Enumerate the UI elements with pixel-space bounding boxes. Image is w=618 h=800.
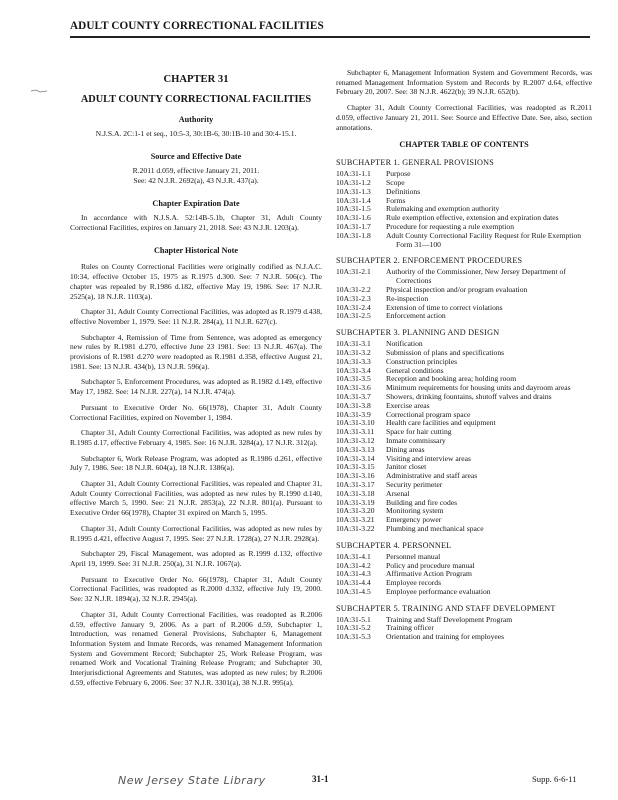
section-title: Administrative and staff areas [386,471,478,481]
toc-entry [336,349,592,358]
section-title: Re-inspection [386,293,429,303]
section-number: 10A:31-3.3 [336,356,371,366]
supplement-date: Supp. 6-6-11 [532,774,577,784]
chapter-title: ADULT COUNTY CORRECTIONAL FACILITIES [80,94,312,105]
section-number: 10A:31-3.2 [336,347,371,357]
section-number: 10A:31-3.22 [336,523,375,533]
section-number: 10A:31-3.4 [336,365,371,375]
history-paragraph: Subchapter 5, Enforcement Procedures, was adopted as R.1982 d.149, effective May 17, 1982. See: 14 N.J.R. 227(a), 14 N.J.R. 474(a). [70,377,322,397]
toc-entry [336,304,592,313]
section-number: 10A:31-3.16 [336,471,375,481]
section-title: Submission of plans and specifications [386,347,505,357]
section-title: Extension of time to correct violations [386,302,503,312]
toc-heading: CHAPTER TABLE OF CONTENTS [399,140,529,150]
toc-entry [336,286,592,295]
section-number: 10A:31-3.15 [336,462,375,472]
toc-entry [336,616,592,625]
subchapter-heading: SUBCHAPTER 4. PERSONNEL [336,540,452,550]
section-title: Reception and booking area; holding room [386,374,517,384]
history-paragraph: Subchapter 4, Remission of Time from Sentence, was adopted as emergency new rules by R.1981 d.270, effective June 23 1981. See: 13 N.J.R. 467(a). The provisions of R.1981 d.270 were readopted as R.1981 d.358, effective August 21, 1981. See: 13 N.J.R. 434(b), 13 N.J.R. 596(a). [70,332,322,371]
subchapter-heading: SUBCHAPTER 5. TRAINING AND STAFF DEVELOPMENT [336,603,556,613]
toc-entry [336,525,592,534]
section-title: Policy and procedure manual [386,560,475,570]
chapter-number: CHAPTER 31 [163,74,229,85]
history-paragraph: Chapter 31, Adult County Correctional Facilities, was repealed and Chapter 31, Adult County Correctional Facilities, was adopted as new rules by R.1990 d.140, effective March 5, 1990. See: 21 N.J.R. 2853(a), 22 N.J.R. 801(a). Pursuant to Executive Order 66(1978), Chapter 31 expired on March 5, 1995. [70,479,322,518]
section-title: Employee records [386,578,442,588]
section-number: 10A:31-3.21 [336,515,375,525]
history-paragraph: Subchapter 29, Fiscal Management, was adopted as R.1999 d.132, effective April 19, 1999. See: 31 N.J.R. 250(a), 31 N.J.R. 1067(a). [70,549,322,568]
section-number: 10A:31-5.1 [336,614,371,624]
section-number: 10A:31-3.9 [336,409,371,419]
toc-entry [336,179,592,188]
subchapter-heading: SUBCHAPTER 1. GENERAL PROVISIONS [336,158,495,168]
section-number: 10A:31-1.5 [336,204,371,214]
toc-entry [336,358,592,367]
section-title: Purpose [386,169,411,179]
section-title: Affirmative Action Program [386,569,472,579]
section-title: Dining areas [386,444,425,454]
section-number: 10A:31-4.1 [336,551,371,561]
history-paragraph: Chapter 31, Adult County Correctional Facilities, was readopted as R.2011 d.059, effective January 21, 2011. See: Source and Effective Date. See, also, section annotations. [336,103,592,132]
section-number: 10A:31-1.3 [336,186,371,196]
section-title: Inmate commissary [386,435,446,445]
section-title: Visiting and interview areas [386,453,471,463]
authority-heading: Authority [178,115,214,124]
section-number: 10A:31-4.5 [336,586,371,596]
section-title: Minimum requirements for housing units and dayroom areas [386,383,571,393]
toc-entry [336,419,592,428]
history-paragraph: Subchapter 6, Work Release Program, was adopted as R.1986 d.261, effective July 7, 1986. See: 18 N.J.R. 604(a), 18 N.J.R. 1386(a). [70,453,322,473]
section-title: Correctional program space [386,409,471,419]
source-heading: Source and Effective Date [150,152,242,161]
section-number: 10A:31-5.3 [336,632,371,642]
toc-entry [336,393,592,402]
section-number: 10A:31-3.19 [336,497,375,507]
expiration-text: In accordance with N.J.S.A. 52:14B-5.1b, Chapter 31, Adult County Correctional Facilities, expires on January 21, 2018. See: 43 N.J.R. 1203(a). [70,213,322,232]
section-title: Notification [386,339,423,349]
section-number: 10A:31-1.4 [336,195,371,205]
section-number: 10A:31-2.4 [336,302,371,312]
section-title: Space for hair cutting [386,427,452,437]
section-title: General conditions [386,365,444,375]
history-paragraph: Chapter 31, Adult County Correctional Facilities, was adopted as R.1979 d.438, effective November 1, 1979. See: 11 N.J.R. 284(a), 11 N.J.R. 627(c). [70,307,322,326]
section-title: Plumbing and mechanical space [386,523,484,533]
section-number: 10A:31-3.6 [336,383,371,393]
section-number: 10A:31-1.8 [336,230,371,240]
toc-entry [336,588,592,597]
section-title: Construction principles [386,356,458,366]
toc-entry [336,232,592,250]
library-stamp: New Jersey State Library [118,774,266,787]
toc-entry [336,633,592,642]
section-title: Employee performance evaluation [386,586,491,596]
section-title: Enforcement action [386,311,446,321]
section-title: Authority of the Commissioner, New Jersey Department of Corrections [386,267,566,286]
section-number: 10A:31-3.11 [336,427,375,437]
section-title: Scope [386,178,405,188]
section-number: 10A:31-3.8 [336,400,371,410]
section-number: 10A:31-4.3 [336,569,371,579]
section-number: 10A:31-3.12 [336,435,375,445]
section-title: Exercise areas [386,400,430,410]
section-title: Janitor closet [386,462,427,472]
section-number: 10A:31-3.7 [336,391,371,401]
section-number: 10A:31-1.2 [336,178,371,188]
history-heading: Chapter Historical Note [154,246,238,256]
section-title: Forms [386,195,406,205]
section-title: Showers, drinking fountains, shutoff valves and drains [386,391,552,401]
section-title: Definitions [386,186,421,196]
toc-entry [336,268,592,286]
right-column [336,68,592,642]
expiration-heading: Chapter Expiration Date [152,199,240,208]
toc-entry [336,188,592,197]
left-column [70,68,322,693]
history-paragraph: Chapter 31, Adult County Correctional Facilities, was readopted as R.2006 d.59, effective January 9, 2006. As a part of R.2006 d.59, Subchapter 1, Introduction, was renamed General Provisions, Subchapter 6, Management Information System and Inmate Records, was renamed Management Information System and Government Record; Subchapter 25, Work Release Program, was renamed Work and Vocational Training Release Program; and Subchapter 30, Interjurisdictional Agreements and Statutes, was adopted as new rules; by R.2006 d.59, effective February 6, 2006. See: 37 N.J.R. 3301(a), 38 N.J.R. 995(a). [70,609,322,687]
section-title: Personnel manual [386,551,441,561]
section-number: 10A:31-2.5 [336,311,371,321]
section-number: 10A:31-3.20 [336,506,375,516]
section-number: 10A:31-4.4 [336,578,371,588]
history-paragraph: Chapter 31, Adult County Correctional Facilities, was adopted as new rules by R.1995 d.421, effective August 7, 1995. See: 27 N.J.R. 1728(a), 27 N.J.R. 2928(a). [70,523,322,543]
section-number: 10A:31-3.5 [336,374,371,384]
table-of-contents [336,158,592,642]
running-head: ADULT COUNTY CORRECTIONAL FACILITIES [70,20,324,32]
section-title: Rule exemption effective, extension and expiration dates [386,213,559,223]
section-title: Procedure for requesting a rule exemption [386,222,514,231]
section-number: 10A:31-2.2 [336,284,371,294]
section-number: 10A:31-4.2 [336,560,371,570]
subchapter-heading: SUBCHAPTER 2. ENFORCEMENT PROCEDURES [336,256,523,266]
source-line-1: R.2011 d.059, effective January 21, 2011. [132,166,260,175]
section-title: Emergency power [386,515,442,525]
toc-entry [336,170,592,179]
section-number: 10A:31-2.3 [336,293,371,303]
history-paragraph: Pursuant to Executive Order No. 66(1978), Chapter 31, Adult County Correctional Facilities, expired on November 1, 1984. [70,402,322,422]
section-number: 10A:31-3.17 [336,479,375,489]
section-number: 10A:31-2.1 [336,267,371,277]
section-number: 10A:31-1.6 [336,213,371,223]
section-title: Training and Staff Development Program [386,614,513,624]
history-paragraph: Pursuant to Executive Order No. 66(1978), Chapter 31, Adult County Correctional Facilities, was readopted as R.2000 d.332, effective July 19, 2000. See: 32 N.J.R. 1894(a), 32 N.J.R. 2945(a). [70,574,322,604]
subchapter-heading: SUBCHAPTER 3. PLANNING AND DESIGN [336,328,500,338]
page-number: 31-1 [312,774,329,784]
authority-text: N.J.S.A. 2C:1-1 et seq., 10:5-3, 30:1B-6, 30:1B-10 and 30:4-15.1. [95,129,297,138]
section-title: Arsenal [386,488,410,498]
section-title: Orientation and training for employees [386,632,505,642]
source-line-2: See: 42 N.J.R. 2692(a), 43 N.J.R. 437(a). [133,176,259,185]
section-title: Monitoring system [386,506,444,516]
section-number: 10A:31-3.14 [336,453,375,463]
section-number: 10A:31-1.1 [336,169,371,179]
section-number: 10A:31-3.13 [336,444,375,454]
section-number: 10A:31-3.1 [336,339,371,349]
toc-entry [336,570,592,579]
section-number: 10A:31-1.7 [336,222,371,231]
section-title: Training officer [386,623,434,633]
section-number: 10A:31-3.10 [336,418,375,428]
section-title: Rulemaking and exemption authority [386,204,500,214]
section-number: 10A:31-3.18 [336,488,375,498]
history-paragraph: Chapter 31, Adult County Correctional Facilities, was adopted as new rules by R.1985 d.17, effective February 4, 1985. See: 16 N.J.R. 3284(a), 17 N.J.R. 312(a). [70,428,322,447]
section-title: Security perimeter [386,479,443,489]
toc-entry [336,312,592,321]
section-title: Adult County Correctional Facility Request for Rule Exemption Form 31—100 [386,230,582,249]
section-title: Physical inspection and/or program evaluation [386,284,528,294]
header-rule [70,36,590,38]
section-title: Building and fire codes [386,497,458,507]
section-title: Health care facilities and equipment [386,418,496,428]
history-paragraph: Rules on County Correctional Facilities were originally codified as N.J.A.C. 10:34, effective October 15, 1975 as R.1975 d.300. See: 7 N.J.R. 506(c). The chapter was repealed by R.1986 d.182, effective May 19, 1986. See: 17 N.J.R. 2525(a), 18 N.J.R. 1103(a). [70,262,322,301]
scan-artifact-mark [30,88,48,94]
history-paragraph: Subchapter 6, Management Information System and Government Records, was renamed Management Information System and Records by R.2007 d.64, effective February 20, 2007. See: 38 N.J.R. 4622(b); 39 N.J.R. 652(b). [336,68,592,97]
section-number: 10A:31-5.2 [336,623,371,633]
